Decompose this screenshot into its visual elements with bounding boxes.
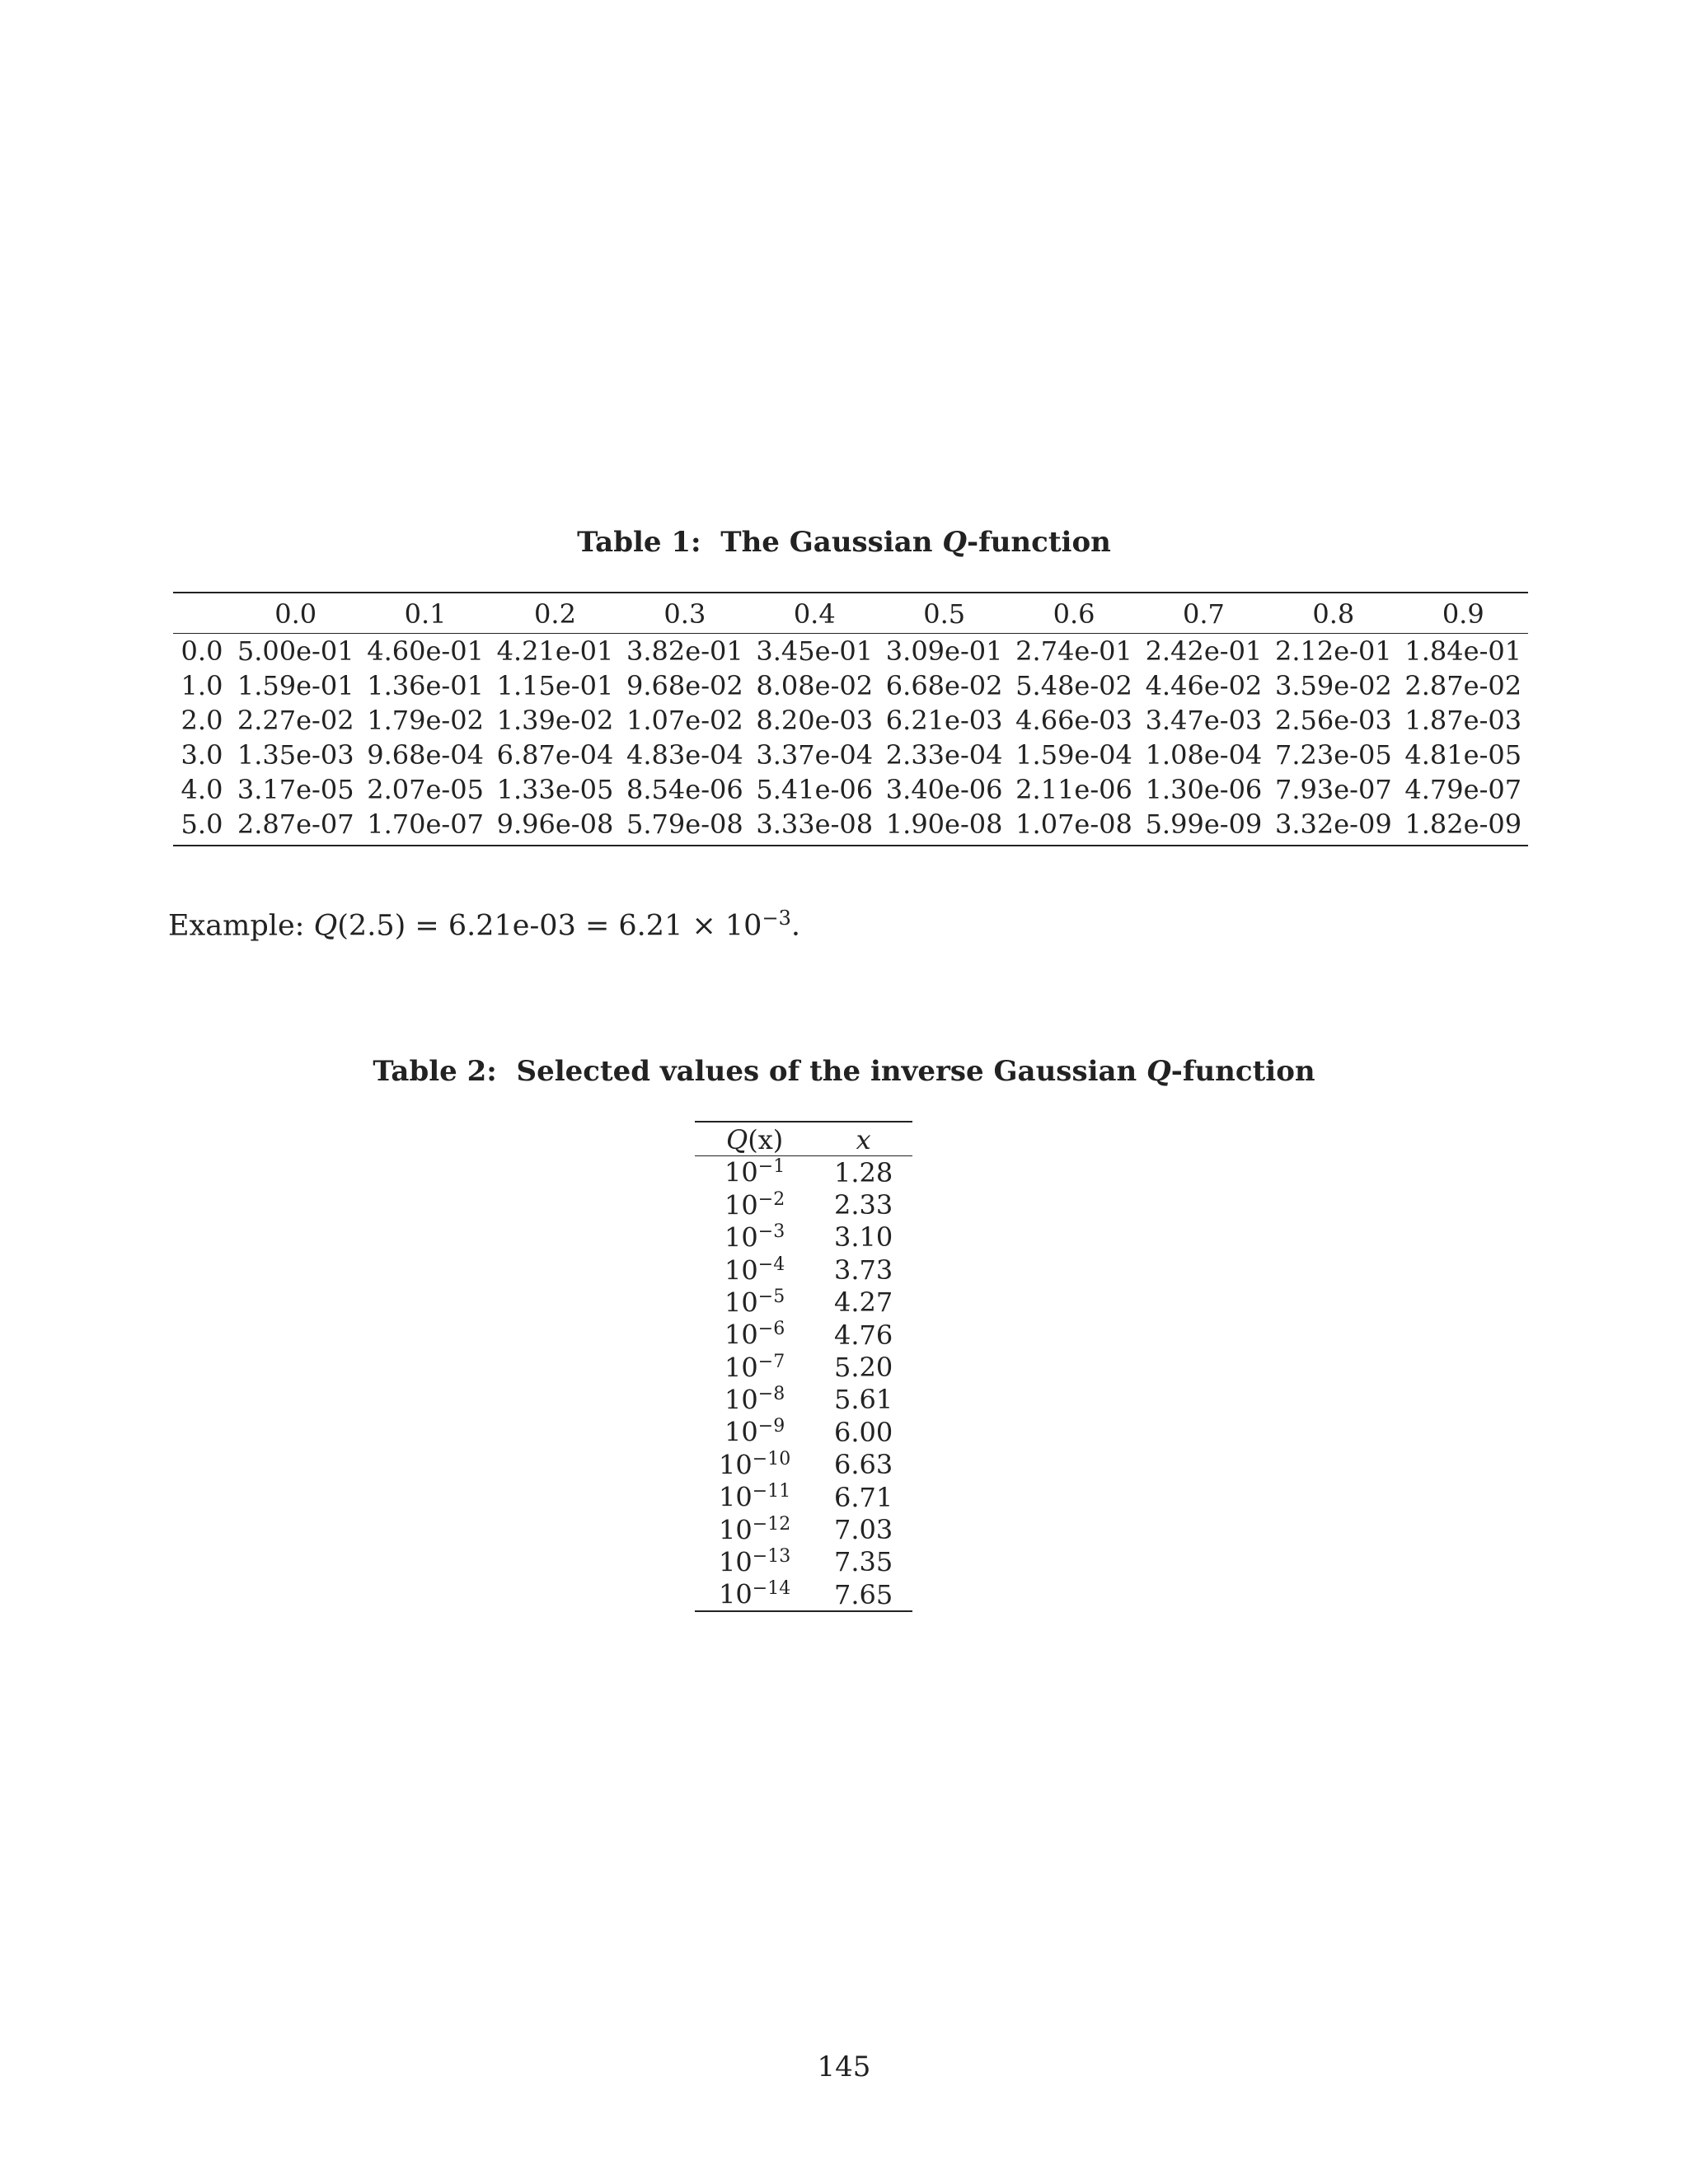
table2-q-cell [695,1578,814,1611]
table1-cell: 1.35e-03 [237,739,354,771]
table2-x-cell: 1.28 [834,1156,893,1188]
example-func: Q [313,909,338,943]
table1-cell: 3.17e-05 [237,774,354,805]
table1-cell: 1.84e-01 [1404,635,1522,667]
table1-column-header: 0.5 [879,593,1009,634]
table1-cell: 9.68e-02 [626,670,743,701]
table1-body [173,634,1528,846]
table2-q-cell [695,1384,814,1416]
table1-cell: 1.59e-04 [1015,739,1132,771]
table1-header-row [173,593,1528,634]
table2-header-x [814,1122,912,1156]
table2-row [695,1416,912,1448]
table1-cell: 1.07e-08 [1009,807,1138,846]
table2-q-base: 10 [719,1449,753,1481]
table1-cell: 3.59e-02 [1274,670,1392,701]
example-text [168,907,800,943]
table2-q-base: 10 [724,1221,758,1254]
table1-column-header: 0.8 [1268,593,1398,634]
table1-cell: 1.70e-07 [360,807,490,846]
table2-q-exponent: −1 [757,1156,785,1178]
table1-row-header: 4.0 [181,774,223,805]
table2-q-cell [695,1319,814,1351]
table1-row [173,807,1528,846]
table2-q-cell [695,1546,814,1578]
table2-caption-var: Q [1146,1055,1171,1088]
table1-corner-cell [173,593,231,634]
table1-cell: 5.00e-01 [237,635,354,667]
table2-row [695,1286,912,1319]
table1-column-header: 0.0 [231,593,360,634]
table1-cell: 4.21e-01 [496,635,614,667]
table1-caption-var: Q [942,526,967,559]
table1-cell: 4.60e-01 [367,635,484,667]
table2-q-exponent: −12 [752,1513,791,1535]
table2-row [695,1188,912,1221]
table1-cell: 3.82e-01 [626,635,743,667]
table2-x-cell: 6.00 [834,1416,893,1448]
table1-cell: 5.48e-02 [1015,670,1132,701]
table1-cell: 4.46e-02 [1145,670,1263,701]
table1-cell: 5.79e-08 [620,807,749,846]
table2-q-base: 10 [724,1254,758,1286]
table1-cell: 1.30e-06 [1145,774,1263,805]
table2-q-exponent: −10 [752,1448,791,1469]
table1-cell: 2.12e-01 [1274,635,1392,667]
table1-cell: 1.59e-01 [237,670,354,701]
table1-column-header: 0.6 [1009,593,1138,634]
table1-cell: 9.68e-04 [367,739,484,771]
table2-q-exponent: −7 [757,1351,785,1372]
table2-row [695,1546,912,1578]
table2-q-base: 10 [724,1189,758,1221]
table1-cell: 8.54e-06 [626,774,743,805]
table2-q-cell [695,1416,814,1448]
table1-caption-pre: The Gaussian [720,526,943,559]
table2-q-base: 10 [724,1286,758,1319]
table2-q-cell [695,1221,814,1254]
table2-x-cell: 7.03 [834,1513,893,1545]
table2-row [695,1384,912,1416]
table1-cell: 2.87e-07 [231,807,360,846]
table2-header-q: Q [726,1124,748,1155]
table2-x-cell: 6.71 [834,1481,893,1513]
table2-row [695,1319,912,1351]
page-number: 145 [817,2050,871,2083]
table2-caption-post: -function [1170,1055,1315,1088]
table2-x-cell: 3.10 [834,1221,893,1254]
table1-cell: 3.47e-03 [1145,705,1263,736]
table1-cell: 3.37e-04 [756,739,874,771]
table2-row [695,1221,912,1254]
table2-q-base: 10 [724,1417,758,1449]
table2-header-q-arg: (x) [748,1124,784,1155]
table1-row-header: 2.0 [181,705,223,736]
table2-x-cell: 7.65 [814,1578,912,1611]
table2-x-cell: 6.63 [834,1449,893,1481]
table1-cell: 7.23e-05 [1274,739,1392,771]
table2-q-exponent: −11 [752,1481,791,1502]
table2-q-exponent: −4 [757,1254,785,1275]
table1-caption-post: -function [966,526,1111,559]
table2-row [695,1578,912,1611]
table2-q-exponent: −8 [757,1384,785,1405]
table1-cell: 3.45e-01 [756,635,874,667]
table2-x-cell: 5.61 [834,1384,893,1416]
table1-cell: 1.79e-02 [367,705,484,736]
table1-cell: 2.11e-06 [1015,774,1132,805]
table2-header-x-label: x [856,1124,871,1155]
table1-row [173,772,1528,807]
table1-cell: 4.66e-03 [1015,705,1132,736]
table2-q-base: 10 [719,1481,753,1513]
table1-cell: 1.82e-09 [1399,807,1528,846]
table2-row [695,1481,912,1513]
table1-cell: 8.08e-02 [756,670,874,701]
table2-row [695,1254,912,1286]
table2-q-exponent: −2 [757,1188,785,1210]
table2-q-exponent: −13 [752,1546,791,1568]
table2-q-cell [695,1513,814,1545]
example-prefix: Example: [168,909,314,943]
table2-q-cell [695,1156,814,1189]
table2-q-exponent: −6 [757,1319,785,1340]
table1-column-header: 0.4 [750,593,879,634]
table1-cell: 2.33e-04 [885,739,1003,771]
example-exponent: −3 [762,907,791,930]
table1-row-header: 1.0 [181,670,223,701]
table1-cell: 2.42e-01 [1145,635,1263,667]
table1-cell: 1.39e-02 [496,705,614,736]
example-arg: (2.5) = 6.21e-03 = 6.21 × 10 [337,909,762,943]
table1-column-header: 0.2 [490,593,620,634]
table1-cell: 1.07e-02 [626,705,743,736]
inverse-q-function-table [695,1121,912,1612]
table1-cell: 2.07e-05 [367,774,484,805]
table2-q-cell [695,1188,814,1221]
table2-row [695,1156,912,1189]
table2-q-exponent: −14 [752,1578,791,1600]
table2-header-row [695,1122,912,1156]
table1-cell: 7.93e-07 [1274,774,1392,805]
table2-q-cell [695,1481,814,1513]
table1-cell: 3.33e-08 [750,807,879,846]
table2-caption [0,1055,1688,1088]
table1-cell: 1.15e-01 [496,670,614,701]
table1-cell: 5.41e-06 [756,774,874,805]
table1-row [173,703,1528,738]
table1-cell: 4.83e-04 [626,739,743,771]
table1-cell: 1.33e-05 [496,774,614,805]
table2-x-cell: 4.76 [834,1319,893,1351]
table1-caption-label: Table 1: [577,526,701,559]
table1-cell: 2.56e-03 [1274,705,1392,736]
table1-column-header: 0.3 [620,593,749,634]
table2-x-cell: 4.27 [834,1286,893,1319]
table1-cell: 1.87e-03 [1404,705,1522,736]
table2-row [695,1351,912,1383]
table1-cell: 4.81e-05 [1404,739,1522,771]
table1-row-header: 5.0 [173,807,231,846]
table2-q-exponent: −3 [757,1221,785,1243]
table1-cell: 3.09e-01 [885,635,1003,667]
table1-row-header: 3.0 [181,739,223,771]
q-function-table [173,592,1528,846]
table1-column-header: 0.9 [1399,593,1528,634]
table1-caption [0,526,1688,559]
table2-q-base: 10 [724,1352,758,1384]
table1-column-header: 0.1 [360,593,490,634]
table2-row [695,1449,912,1481]
table2-q-exponent: −5 [757,1286,785,1307]
table1-cell: 5.99e-09 [1139,807,1268,846]
table2-q-exponent: −9 [757,1416,785,1437]
table2-q-base: 10 [724,1384,758,1416]
table2-row [695,1513,912,1545]
table2-q-base: 10 [719,1579,753,1611]
table1-cell: 3.32e-09 [1268,807,1398,846]
table1-cell: 3.40e-06 [885,774,1003,805]
table1-cell: 1.90e-08 [879,807,1009,846]
table1-cell: 1.36e-01 [367,670,484,701]
table2-x-cell: 5.20 [834,1352,893,1384]
table2-q-base: 10 [724,1157,758,1189]
table2-q-base: 10 [719,1514,753,1546]
table1-row [173,634,1528,669]
table1-cell: 2.87e-02 [1404,670,1522,701]
table1-cell: 2.74e-01 [1015,635,1132,667]
table2-header-qx [695,1122,814,1156]
table2-x-cell: 2.33 [834,1189,893,1221]
table2-q-cell [695,1449,814,1481]
table1-cell: 6.87e-04 [496,739,614,771]
table2-caption-label: Table 2: [373,1055,497,1088]
table1-cell: 8.20e-03 [756,705,874,736]
table1-row [173,738,1528,772]
example-suffix: . [790,909,800,943]
table2-caption-pre: Selected values of the inverse Gaussian [516,1055,1147,1088]
table2-x-cell: 7.35 [834,1546,893,1578]
table1-cell: 6.68e-02 [885,670,1003,701]
table1-cell: 1.08e-04 [1145,739,1263,771]
table2-q-cell [695,1351,814,1383]
table1-cell: 9.96e-08 [490,807,620,846]
table2-q-base: 10 [724,1319,758,1351]
table1-row-header: 0.0 [181,635,223,667]
table2-q-cell [695,1286,814,1319]
table1-row [173,668,1528,703]
table2-x-cell: 3.73 [834,1254,893,1286]
table1-cell: 4.79e-07 [1404,774,1522,805]
table2-q-base: 10 [719,1546,753,1578]
table2-q-cell [695,1254,814,1286]
table1-cell: 6.21e-03 [885,705,1003,736]
table1-column-header: 0.7 [1139,593,1268,634]
table2-body [695,1156,912,1612]
table1-cell: 2.27e-02 [237,705,354,736]
